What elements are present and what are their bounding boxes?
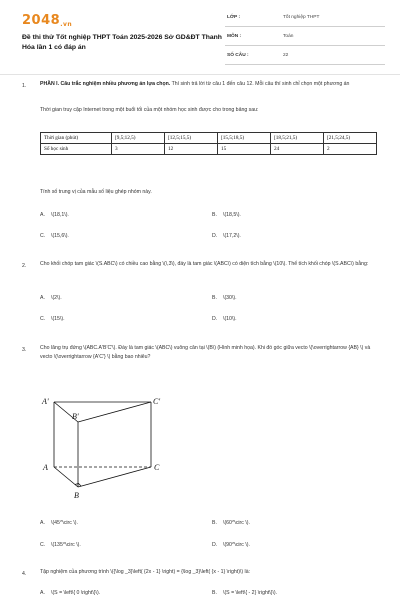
question-text: Cho khối chóp tam giác \(S.ABC\) có chiều cao bằng \(\,3\), đáy là tam giác \(ABC\) có diện tích bằng \(10\). Thể tích khối chóp \(S.ABC\) bằng: (40, 261, 369, 267)
option-b[interactable]: B. \(S = \left\{ - 2} \right\}\). (212, 590, 278, 596)
option-d[interactable]: D. \(17,2\). (212, 233, 241, 239)
option-a[interactable]: A. \(45^\circ \). (40, 520, 78, 526)
option-c[interactable]: C. \(135^\circ \). (40, 542, 81, 548)
label-b-prime: B' (72, 412, 79, 421)
meta-class: LỚP : Tốt nghiệp THPT (225, 12, 385, 27)
meta-question-count: SỐ CÂU : 22 (225, 50, 385, 65)
table-cell: 2 (324, 144, 377, 155)
table-cell: [18,5;21,5) (271, 133, 324, 144)
option-a[interactable]: A. \(2\). (40, 295, 62, 301)
question-prompt: Tính số trung vị của mẫu số liệu ghép nhóm này. (40, 189, 152, 195)
question-number: 2. (22, 263, 27, 269)
question-number: 3. (22, 347, 27, 353)
edge-ab (54, 467, 78, 487)
frequency-table (40, 132, 377, 155)
header-divider (0, 74, 400, 75)
table-cell: 12 (165, 144, 218, 155)
label-b: B (74, 491, 79, 500)
table-row (41, 144, 377, 155)
label-c-prime: C' (153, 397, 161, 406)
table-row (41, 133, 377, 144)
option-a[interactable]: A. \(S = \left\{ 0 \right\}\). (40, 590, 101, 596)
table-header-cell: Thời gian (phút) (41, 133, 112, 144)
option-a[interactable]: A. \(18,1\). (40, 212, 69, 218)
edge-b1c1 (78, 402, 151, 422)
table-cell: [9,5;12,5) (112, 133, 165, 144)
table-cell: [21,5;24,5) (324, 133, 377, 144)
option-d[interactable]: D. \(90^\circ \). (212, 542, 250, 548)
option-b[interactable]: B. \(30\). (212, 295, 237, 301)
option-c[interactable]: C. \(15\). (40, 316, 65, 322)
option-d[interactable]: D. \(10\). (212, 316, 237, 322)
question-text: Tập nghiệm của phương trình \({\log _3}\left( {2x - 1} \right) = {\log _3}\left( {x - 1} \right)\) là: (40, 569, 251, 575)
question-number: 4. (22, 571, 27, 577)
table-header-cell: Số học sinh (41, 144, 112, 155)
option-b[interactable]: B. \(60^\circ \). (212, 520, 250, 526)
table-cell: [12,5;15,5) (165, 133, 218, 144)
table-cell: [15,5;18,5) (218, 133, 271, 144)
prism-figure (38, 392, 178, 510)
option-c[interactable]: C. \(15,6\). (40, 233, 69, 239)
meta-subject: MÔN : Toán (225, 31, 385, 46)
label-a-prime: A' (42, 397, 49, 406)
question-number: 1. (22, 83, 27, 89)
question-text: Thời gian truy cập Internet trong một buổi tối của một nhóm học sinh được cho trong bảng sau: (40, 107, 259, 113)
label-c: C (154, 463, 160, 472)
meta-panel (225, 12, 385, 69)
question-text: Cho lăng trụ đứng \(ABC.A'B'C'\). Đáy là tam giác \(ABC\) vuông cân tại \(B\) (Hình minh họa). Khi đó góc giữa vecto \(\overrightarrow {AB} \) và vecto \(\overrightarrow {A'C'} \) bằng bao nhiêu? (40, 345, 371, 360)
table-cell: 15 (218, 144, 271, 155)
document-title: Đề thi thử Tốt nghiệp THPT Toán 2025-2026 Sở GD&ĐT Thanh Hóa lần 1 có đáp án (22, 34, 222, 51)
document-header (0, 0, 400, 72)
table-cell: 24 (271, 144, 324, 155)
edge-bc (78, 467, 151, 487)
label-a: A (43, 463, 48, 472)
option-b[interactable]: B. \(18,5\). (212, 212, 241, 218)
section-instruction: PHẦN I. Câu trắc nghiệm nhiều phương án lựa chọn. Thí sinh trả lời từ câu 1 đến câu 12. Mỗi câu thí sinh chỉ chọn một phương án (40, 81, 350, 87)
table-cell: 3 (112, 144, 165, 155)
site-logo[interactable]: 2048.vn (22, 13, 73, 28)
